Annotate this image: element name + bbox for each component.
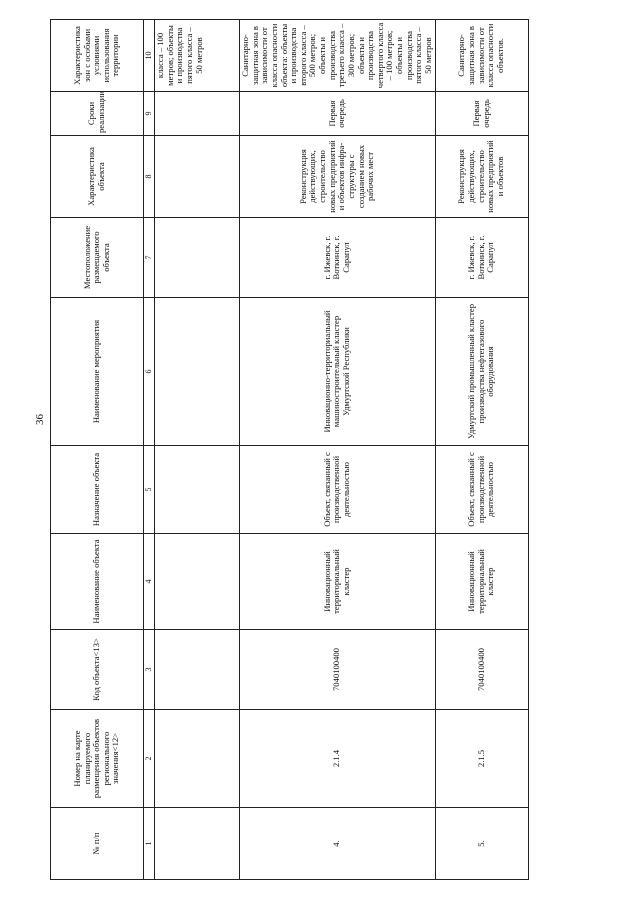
col-number: 5 (144, 446, 155, 534)
table-header-row (51, 20, 144, 880)
row-code: 7040100400 (435, 630, 528, 710)
header-cell-name: Наименование объекта (51, 534, 144, 630)
row-map-number: 2.1.4 (240, 710, 436, 808)
row-zone: Санитарно-защитная зона в зависимости от класса опасности объекта: объекты и производства второго класса – 500 метров; объекты и производства третьего класса – 300 метров; объекты и производства четвертого класса – 100 метров; объекты и производства пятого класса – 50 метров (240, 20, 436, 92)
table-row (435, 20, 528, 880)
col-number: 9 (144, 92, 155, 136)
header-cell-map-number: Номер на карте планируемого размещения объектов регионального значения<12> (51, 710, 144, 808)
row-num: 5. (435, 808, 528, 880)
row-location: г. Ижевск, г. Воткинск, г. Сарапул (435, 218, 528, 298)
header-cell-event: Наименование мероприятия (51, 298, 144, 446)
row-event: Инновационно-территориальный машиностроительный кластер Удмуртской Республики (240, 298, 436, 446)
row-characteristic: Реконструкция действующих, строительство новых предприятий и объектов инфра-структуры с созданием новых рабочих мест (240, 136, 436, 218)
col-number: 8 (144, 136, 155, 218)
header-cell-term: Сроки реализации (51, 92, 144, 136)
header-cell-zone: Характеристика зон с особыми условиями использования территории (51, 20, 144, 92)
header-cell-purpose: Назначение объекта (51, 446, 144, 534)
column-number-row (144, 20, 155, 880)
zone-continuation-cell: класса – 100 метров; объекты и производства пятого класса – 50 метров (155, 20, 240, 92)
col-number: 1 (144, 808, 155, 880)
row-characteristic: Реконструкция действующих, строительство новых предприятий и объектов (435, 136, 528, 218)
col-number: 4 (144, 534, 155, 630)
planning-table (50, 20, 570, 880)
row-term: Первая очередь (240, 92, 436, 136)
row-purpose: Объект, связанный с производственной деятельностью (240, 446, 436, 534)
row-zone: Санитарно-защитная зона в зависимости от класса опасности объектов. (435, 20, 528, 92)
header-cell-characteristic: Характеристика объекта (51, 136, 144, 218)
row-num: 4. (240, 808, 436, 880)
row-code: 7040100400 (240, 630, 436, 710)
table-row-continuation (155, 20, 240, 880)
row-term: Первая очередь (435, 92, 528, 136)
col-number: 3 (144, 630, 155, 710)
row-location: г. Ижевск, г. Воткинск, г. Сарапул (240, 218, 436, 298)
row-name: Инновационный территориальный кластер (240, 534, 436, 630)
col-number: 7 (144, 218, 155, 298)
col-number: 6 (144, 298, 155, 446)
header-cell-code: Код объекта<13> (51, 630, 144, 710)
row-purpose: Объект, связанный с производственной деятельностью (435, 446, 528, 534)
row-name: Инновационный территориальный кластер (435, 534, 528, 630)
col-number: 2 (144, 710, 155, 808)
header-cell-num: № п/п (51, 808, 144, 880)
table-row (240, 20, 436, 880)
row-event: Удмуртский промышленный кластер производства нефтегазового оборудования (435, 298, 528, 446)
header-cell-location: Местоположение размещаемого объекта (51, 218, 144, 298)
row-map-number: 2.1.5 (435, 710, 528, 808)
col-number: 10 (144, 20, 155, 92)
page-number: 36 (34, 414, 46, 425)
